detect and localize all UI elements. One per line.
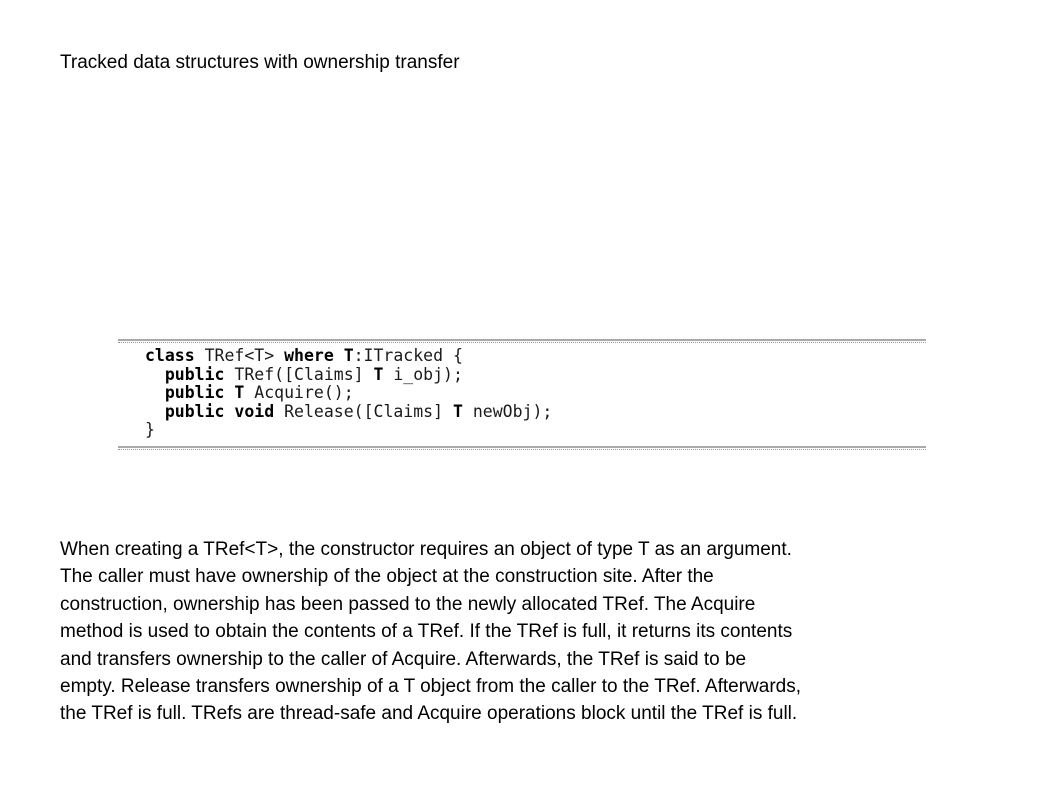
code-keyword: T [452,401,463,421]
code-keyword: where [284,346,334,365]
code-keyword: T [343,346,354,365]
code-token: TRef<T> [194,346,285,365]
code-token [224,402,234,421]
code-indent [145,383,165,402]
body-line: empty. Release transfers ownership of a T object from the caller to the TRef. Afterwards, [60,676,801,698]
code-indent [145,402,165,421]
code-lines [145,347,552,440]
body-line: When creating a TRef<T>, the constructor requires an object of type T as an argument. [60,539,792,560]
body-line: method is used to obtain the contents of a TRef. If the TRef is full, it returns its contents [60,621,793,643]
code-line [145,347,552,366]
code-keyword: class [145,346,195,365]
code-token: :ITracked { [353,346,463,365]
code-line [145,403,552,422]
code-keyword: public [164,383,225,402]
code-token: newObj); [462,401,553,421]
slide-title: Tracked data structures with ownership transfer [60,52,460,73]
code-token: Acquire(); [244,383,354,402]
code-token: } [145,420,155,439]
code-keyword: T [234,383,245,402]
code-token: TRef([Claims] [224,364,374,384]
code-line [145,384,552,403]
code-keyword: T [373,364,384,384]
body-line: The caller must have ownership of the object at the construction site. After the [60,566,714,588]
code-token: Release([Claims] [274,401,453,421]
code-keyword: void [234,401,275,421]
code-line [145,421,552,440]
body-line: and transfers ownership to the caller of Acquire. Afterwards, the TRef is said to be [60,648,747,670]
code-line [145,366,552,385]
body-paragraph [60,536,1010,728]
code-bottom-rule [118,446,926,450]
code-indent [145,365,165,384]
code-top-rule [118,339,926,343]
code-snippet [118,339,926,452]
code-keyword: public [164,364,225,384]
body-line: construction, ownership has been passed to the newly allocated TRef. The Acquire [60,593,756,615]
code-keyword: public [164,401,225,421]
code-token: i_obj); [383,364,463,384]
body-line: the TRef is full. TRefs are thread-safe and Acquire operations block until the TRef is full. [60,703,798,725]
code-token [334,346,344,365]
code-token [224,383,234,402]
